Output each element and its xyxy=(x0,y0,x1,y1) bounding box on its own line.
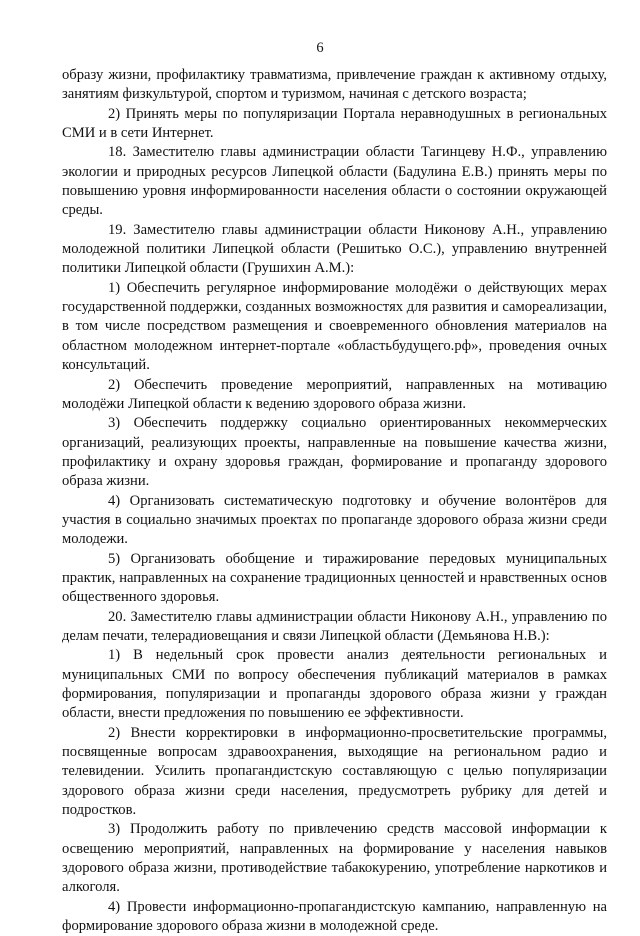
paragraph: образу жизни, профилактику травматизма, привлечение граждан к активному отдыху, занятиям физкультурой, спортом и туризмом, начиная с детского возраста; xyxy=(62,67,607,103)
paragraph: 3) Обеспечить поддержку социально ориентированных некоммерческих организаций, реализующих проекты, направленные на повышение качества жизни, профилактику и охрану здоровья граждан, формирование и пропаганду здорового образа жизни. xyxy=(62,415,607,490)
paragraph: 5) Организовать обобщение и тиражирование передовых муниципальных практик, направленных на сохранение традиционных ценностей и нравственных основ общественного здоровья. xyxy=(62,550,607,606)
page-number: 6 xyxy=(316,40,324,56)
document-body xyxy=(62,66,607,936)
paragraph: 18. Заместителю главы администрации области Тагинцеву Н.Ф., управлению экологии и природных ресурсов Липецкой области (Бадулина Е.В.) принять меры по повышению уровня информированности населения области о состоянии окружающей среды. xyxy=(62,144,607,219)
paragraph: 1) В недельный срок провести анализ деятельности региональных и муниципальных СМИ по вопросу обеспечения публикаций материалов в рамках формирования, популяризации и пропаганды здорового образа жизни у граждан области, внести предложения по повышению ее эффективности. xyxy=(62,647,607,722)
paragraph: 1) Обеспечить регулярное информирование молодёжи о действующих мерах государственной поддержки, созданных возможностях для развития и самореализации, в том числе посредством размещения и своевременного обновления материалов на областном молодежном интернет-портале «областьбудущего.рф», проведения очных консультаций. xyxy=(62,279,607,374)
paragraph: 2) Обеспечить проведение мероприятий, направленных на мотивацию молодёжи Липецкой области к ведению здорового образа жизни. xyxy=(62,376,607,412)
paragraph: 3) Продолжить работу по привлечению средств массовой информации к освещению мероприятий, направленных на формирование у населения навыков здорового образа жизни, противодействие табакокурению, употребление наркотиков и алкоголя. xyxy=(62,821,607,896)
paragraph: 2) Внести корректировки в информационно-просветительские программы, посвященные вопросам здравоохранения, выходящие на региональном радио и телевидении. Усилить пропагандистскую составляющую с целью популяризации здорового образа жизни среди населения, предусмотреть рубрику для детей и подростков. xyxy=(62,724,607,819)
paragraph: 2) Принять меры по популяризации Портала неравнодушных в региональных СМИ и в сети Интернет. xyxy=(62,105,607,142)
paragraph: 4) Провести информационно-пропагандистскую кампанию, направленную на формирование здорового образа жизни в молодежной среде. xyxy=(62,898,607,935)
paragraph: 20. Заместителю главы администрации области Никонову А.Н., управлению по делам печати, телерадиовещания и связи Липецкой области (Демьянова Н.В.): xyxy=(62,608,607,644)
paragraph: 4) Организовать систематическую подготовку и обучение волонтёров для участия в социально значимых проектах по пропаганде здорового образа жизни среди молодежи. xyxy=(62,492,607,548)
paragraph: 19. Заместителю главы администрации области Никонову А.Н., управлению молодежной политики Липецкой области (Решитько О.С.), управлению внутренней политики Липецкой области (Грушихин А.М.): xyxy=(62,221,607,277)
